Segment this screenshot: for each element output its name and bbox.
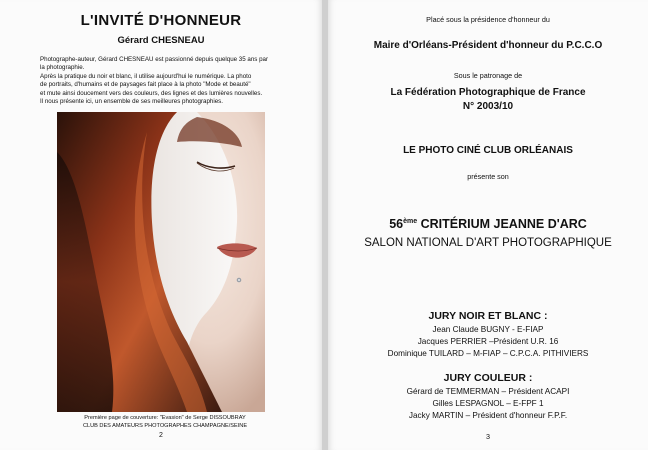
federation-number: N° 2003/10 (462, 101, 514, 112)
jury-member: Dominique TUILARD – M-FIAP – C.P.C.A. PITHIVIERS (387, 349, 589, 358)
left-page (0, 0, 322, 450)
honor-guest-name: Gérard CHESNEAU (117, 35, 205, 46)
bio-line: Il nous présente ici, un ensemble de ses meilleures photographies. (40, 98, 223, 106)
bio-line: et mute ainsi doucement vers des couleurs, des lignes et des lumières nouvelles. (40, 89, 263, 97)
federation-line: La Fédération Photographique de France (390, 87, 586, 98)
jury-member: Jacques PERRIER –Président U.R. 16 (417, 337, 559, 346)
honor-guest-biography (40, 56, 290, 106)
jury-nb-heading: JURY NOIR ET BLANC : (428, 310, 548, 322)
caption-line: Première page de couverture: "Evasion" de Serge DISSOUBRAY (84, 415, 246, 421)
page-number: 2 (159, 432, 163, 439)
bio-line: de portraits, d'humains et de paysages fait place à la photo "Mode et beauté" (40, 81, 251, 89)
cover-caption (40, 415, 290, 430)
page-number: 3 (486, 432, 490, 441)
club-name: LE PHOTO CINÉ CLUB ORLÉANAIS (403, 145, 573, 156)
bio-line: Après la pratique du noir et blanc, il utilise aujourd'hui le numérique. La photo (40, 72, 252, 80)
jury-member: Gilles LESPAGNOL – E-FPF 1 (432, 399, 544, 408)
jury-couleur-heading: JURY COULEUR : (443, 372, 533, 384)
bio-line: Photographe-auteur, Gérard CHESNEAU est passionné depuis quelque 35 ans par (40, 56, 269, 63)
criterium-title (328, 217, 648, 231)
portrait-photo (57, 112, 265, 412)
jury-member: Gérard de TEMMERMAN – Président ACAPI (406, 387, 570, 396)
bio-line: la photographie. (40, 64, 85, 72)
honor-guest-title: L'INVITÉ D'HONNEUR (80, 12, 242, 29)
caption-line: CLUB DES AMATEURS PHOTOGRAPHES CHAMPAGNE/SEINE (82, 422, 248, 429)
right-page (328, 0, 648, 450)
criterium-suffix: ème (403, 217, 418, 225)
jury-member: Jacky MARTIN – Président d'honneur F.P.F. (408, 411, 568, 420)
patronage-intro: Sous le patronage de (453, 71, 523, 80)
criterium-number: 56 (389, 217, 404, 231)
salon-title: SALON NATIONAL D'ART PHOTOGRAPHIQUE (364, 237, 612, 249)
jury-member: Jean Claude BUGNY - E-FIAP (432, 325, 544, 334)
presente-line: présente son (467, 172, 509, 181)
presidence-intro: Placé sous la présidence d'honneur du (426, 15, 550, 24)
maire-line: Maire d'Orléans-Président d'honneur du P.C.C.O (373, 40, 603, 51)
criterium-name: CRITÉRIUM JEANNE D'ARC (417, 217, 587, 231)
